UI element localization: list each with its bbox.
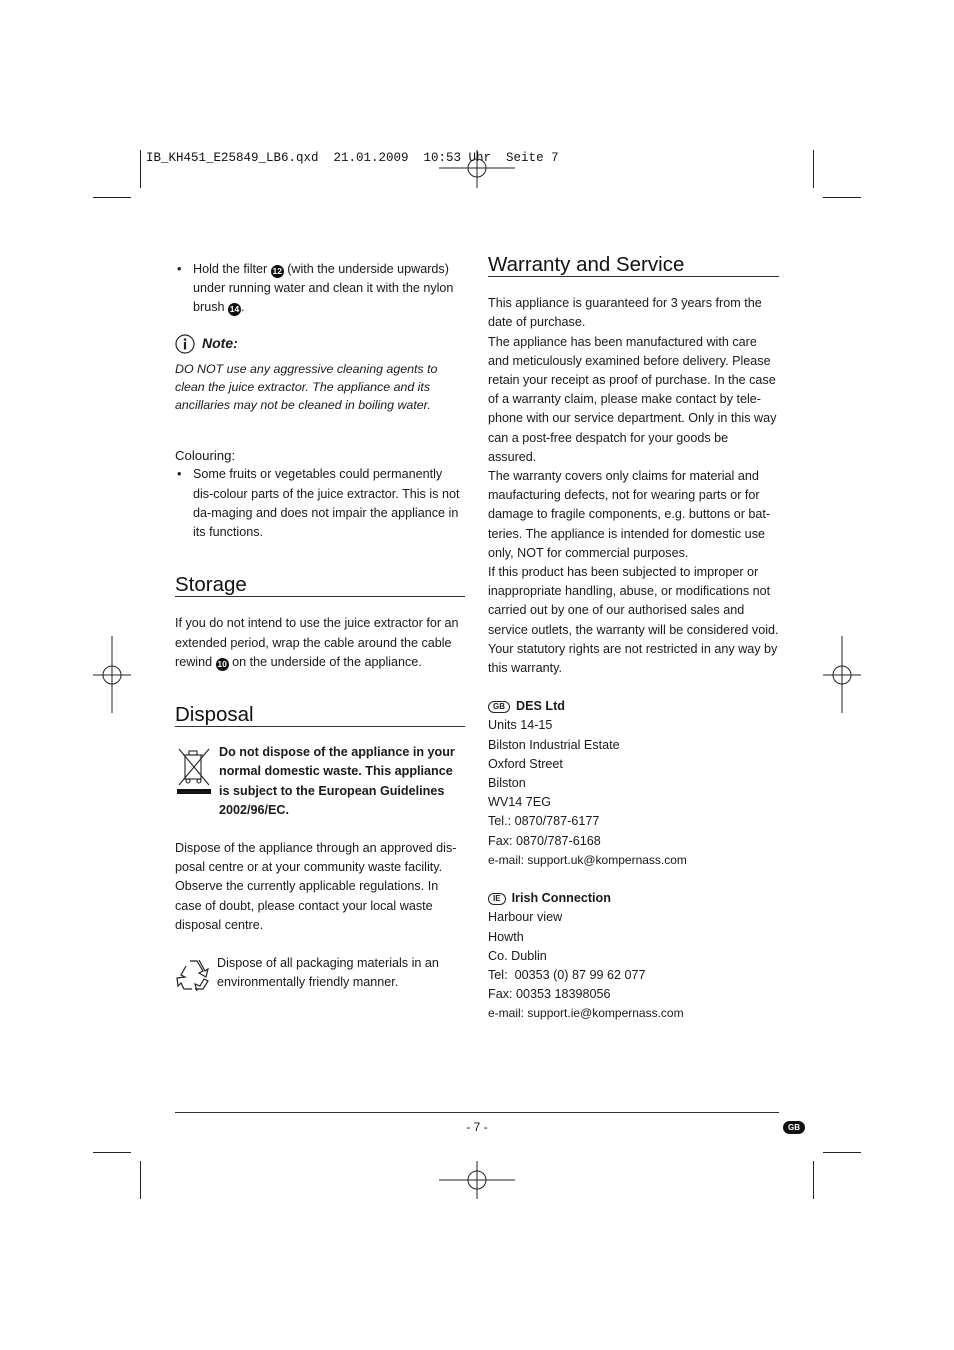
- weee-block: [175, 743, 465, 820]
- ie-address-line: Co. Dublin: [488, 948, 547, 963]
- info-icon: [175, 334, 195, 354]
- ie-address-line: Harbour view: [488, 910, 563, 925]
- part-number-12: 12: [272, 266, 282, 276]
- ie-contact-name: Irish Connection: [511, 891, 611, 906]
- warranty-para-2: The appliance has been manufactured with care and meticulously examined before delivery. Please retain your receipt as proof of purchase. In the case of a warranty claim, please make contact by tele-phone with our service department. Only in this way can a post-free despatch for your goods be assured.: [488, 334, 777, 464]
- disposal-heading: Disposal: [175, 705, 465, 727]
- note-block: [175, 334, 465, 415]
- gb-address-line: Bilston: [488, 776, 526, 791]
- gb-address-line: Oxford Street: [488, 756, 563, 771]
- gb-address-line: Bilston Industrial Estate: [488, 737, 620, 752]
- recycle-text: Dispose of all packaging materials in an environmentally friendly manner.: [217, 956, 439, 990]
- gb-fax: Fax: 0870/787-6168: [488, 833, 601, 848]
- weee-text: Do not dispose of the appliance in your normal domestic waste. This appliance is subject to the European Guidelines 2002/96/EC.: [219, 745, 455, 817]
- right-column: [488, 255, 779, 1024]
- ie-address-line: Howth: [488, 929, 524, 944]
- ie-phone: Tel: 00353 (0) 87 99 62 077: [488, 967, 646, 982]
- recycle-block: [175, 954, 465, 994]
- warranty-body: [488, 294, 779, 678]
- note-title: Note:: [202, 335, 238, 351]
- note-text: DO NOT use any aggressive cleaning agents to clean the juice extractor. The appliance and its ancillaries may not be cleaned in boiling water.: [175, 361, 438, 413]
- gb-badge: GB: [488, 701, 510, 713]
- gb-address-line: WV14 7EG: [488, 795, 551, 810]
- warranty-para-4: If this product has been subjected to improper or inappropriate handling, abuse, or modifications not carried out by one of our authorised sales and service outlets, the warranty will be considered void. Your statutory rights are not restricted in any way by this warranty.: [488, 565, 779, 676]
- gb-contact-name: DES Ltd: [516, 699, 565, 714]
- warranty-heading: Warranty and Service: [488, 255, 779, 277]
- gb-email-link[interactable]: e-mail: support.uk@kompernass.com: [488, 852, 687, 867]
- gb-address-line: Units 14-15: [488, 718, 553, 733]
- warranty-para-1: This appliance is guaranteed for 3 years from the date of purchase.: [488, 296, 762, 330]
- storage-text: If you do not intend to use the juice extractor for an extended period, wrap the cable around the cable rewind 10 on the underside of the appliance.: [175, 616, 459, 669]
- gb-contact: [488, 697, 779, 870]
- ie-fax: Fax: 00353 18398056: [488, 987, 611, 1002]
- footer-rule: [175, 1112, 779, 1113]
- colouring-bullet: • Some fruits or vegetables could permanently dis-colour parts of the juice extractor. This is not da-maging and does not impair the appliance in its functions.: [175, 465, 465, 542]
- ie-email-link[interactable]: e-mail: support.ie@kompernass.com: [488, 1006, 684, 1021]
- ie-badge: IE: [488, 893, 506, 905]
- storage-heading: Storage: [175, 575, 465, 597]
- colouring-heading: Colouring:: [175, 448, 236, 464]
- language-badge: GB: [783, 1121, 805, 1134]
- ie-contact: [488, 889, 779, 1023]
- disposal-text: Dispose of the appliance through an approved dis-posal centre or at your community waste facility. Observe the currently applicable regulations. In case of doubt, please contact your local waste disposal centre.: [175, 841, 457, 932]
- page-number: - 7 -: [466, 1120, 488, 1134]
- recycle-icon: [175, 956, 213, 994]
- crossed-bin-icon: [175, 745, 213, 795]
- print-slug: IB_KH451_E25849_LB6.qxd 21.01.2009 10:53 Uhr Seite 7: [146, 151, 559, 165]
- filter-cleaning-bullet: • Hold the filter 12 (with the underside upwards) under running water and clean it with the nylon brush 14 .: [175, 260, 465, 318]
- part-number-14: 14: [229, 304, 240, 315]
- left-column: [175, 260, 465, 994]
- gb-phone: Tel.: 0870/787-6177: [488, 814, 600, 829]
- warranty-para-3: The warranty covers only claims for material and maufacturing defects, not for wearing parts or for damage to fragile components, e.g. buttons or bat-teries. The appliance is intended for domestic use only, NOT for commercial purposes.: [488, 469, 771, 560]
- part-number-10: 10: [217, 658, 227, 669]
